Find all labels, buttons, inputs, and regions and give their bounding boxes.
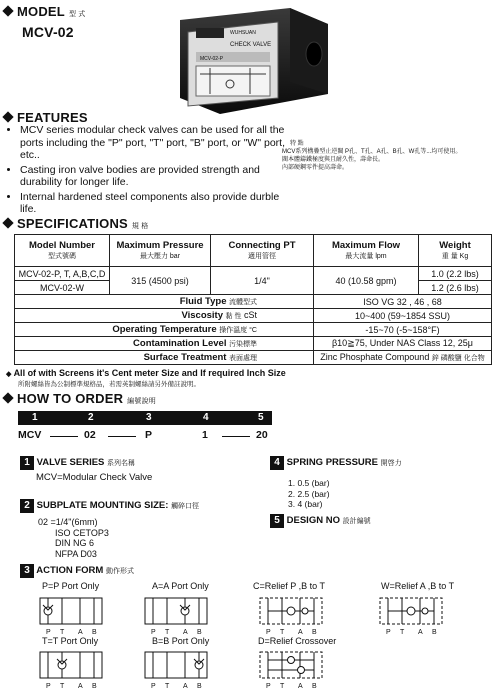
port-letter: A [298, 683, 303, 690]
action-form-diagrams [0, 590, 500, 692]
port-letter: A [298, 629, 303, 636]
diamond-bullet-icon [2, 392, 13, 403]
order-pos: 4 [203, 412, 209, 423]
valve-series-text: MCV=Modular Check Valve [36, 472, 153, 483]
port-letter: B [197, 683, 202, 690]
action-form-label: D=Relief Crossover [258, 636, 337, 646]
valve-block-symbol [145, 598, 207, 624]
features-cn: 特 點 MCV系列構疊型止逆閥 P孔、T孔、A孔、B孔、W孔等...均可使用。 閥本體鑄鐵極度與且耐久性，壽命長。 內部硬鋼零件提高壽命。 [282, 141, 462, 171]
port-letter: P [46, 683, 51, 690]
table-row: Fluid Type 流體型式 ISO VG 32 , 46 , 68 [15, 295, 492, 309]
check-valve-icon [195, 661, 203, 669]
check-valve-icon [302, 608, 308, 614]
port-letter: P [46, 629, 51, 636]
order-number-bar [18, 411, 272, 425]
action-form-label: A=A Port Only [152, 581, 209, 591]
subplate-lines: 02 =1/4"(6mm) ISO CETOP3 DIN NG 6 NFPA D03 [38, 517, 109, 559]
valve-block-symbol [260, 652, 322, 678]
feature-item: • MCV series modular check valves can be used for all the ports including the "P" port, "T" port, "B" port, or "W" port, etc.. [20, 124, 292, 162]
action-form-label: B=B Port Only [152, 636, 210, 646]
screen-note: ◆ All of with Screens it's Cent meter Size and If required Inch Size [6, 368, 286, 378]
specifications-heading: SPECIFICATIONS 規 格 [4, 216, 148, 231]
port-letter: B [312, 683, 317, 690]
divider [222, 436, 250, 437]
port-letter: T [280, 629, 285, 636]
spring-pressure-heading: 4 SPRING PRESSURE 開啓力 [270, 456, 402, 470]
order-code: P [145, 429, 153, 441]
order-pos: 1 [32, 412, 38, 423]
port-letter: A [418, 629, 423, 636]
port-letter: T [60, 629, 65, 636]
table-row: Surface Treatment 表面處理 Zinc Phosphate Compound 鋅 磷酸鹽 化合物 [15, 351, 492, 365]
table-row: Operating Temperature 操作溫度 °C -15~70 (-5~158°F) [15, 323, 492, 337]
table-row: MCV-02-P, T, A,B,C,D 315 (4500 psi) 1/4" 40 (10.58 gpm) 1.0 (2.2 lbs) [15, 267, 492, 281]
order-code: 02 [84, 429, 96, 441]
check-valve-icon [44, 607, 52, 615]
port-letter: P [151, 629, 156, 636]
port-letter: P [151, 683, 156, 690]
design-no-heading: 5 DESIGN NO 設計編號 [270, 514, 371, 528]
port-letter: B [312, 629, 317, 636]
check-valve-icon [407, 607, 415, 615]
plate-title: CHECK VALVE [230, 42, 272, 48]
order-pos: 2 [88, 412, 94, 423]
port-letter: A [183, 683, 188, 690]
order-code: 20 [256, 429, 268, 441]
divider [108, 436, 136, 437]
order-pos: 5 [258, 412, 264, 423]
action-form-heading: 3 ACTION FORM 動作形式 [20, 564, 134, 578]
port-letter: A [78, 629, 83, 636]
port-letter: A [183, 629, 188, 636]
order-code: 1 [202, 429, 208, 441]
action-form-label: C=Relief P ,B to T [253, 581, 325, 591]
check-valve-icon [181, 607, 189, 615]
spring-options: 1. 0.5 (bar) 2. 2.5 (bar) 3. 4 (bar) [288, 478, 330, 509]
check-valve-icon [287, 607, 295, 615]
order-pos: 3 [146, 412, 152, 423]
product-photo [160, 2, 330, 120]
port-letter: P [266, 683, 271, 690]
port-letter: P [386, 629, 391, 636]
port-letter: B [197, 629, 202, 636]
action-form-label: P=P Port Only [42, 581, 100, 591]
how-to-order-heading: HOW TO ORDER 編號說明 [4, 391, 156, 406]
diamond-bullet-icon [2, 111, 13, 122]
port-letter: B [92, 683, 97, 690]
diamond-bullet-icon [2, 217, 13, 228]
table-row: Viscosity 黏 性 cSt 10~400 (59~1854 SSU) [15, 309, 492, 323]
port-letter: T [280, 683, 285, 690]
port-letter: T [400, 629, 405, 636]
valve-series-heading: 1 VALVE SERIES 系列名稱 [20, 456, 135, 470]
action-form-label: W=Relief A ,B to T [381, 581, 455, 591]
valve-block-symbol [40, 652, 102, 678]
features-list [2, 124, 292, 218]
check-valve-icon [422, 608, 428, 614]
spec-table: Model Number 型式號碼 Maximum Pressure 最大壓力 bar Connecting PT 適用管徑 Maximum Flow 最大流量 lpm Weight 重 量 Kg MCV-02-P, T, A,B,C,D 315 (4500 psi) 1/4" 40 (10.58 gpm) 1.0 (2.2 lbs) MCV-02-W 1.2 (2.6 lbs) Fluid Type 流體型式 ISO VG 32 , 46 , 68 Viscosity 黏 性 cSt 10~400 (59~1854 SSU) Operating Temperature 操作溫度 °C -15~70 (-5~158°F) Contamination Level 污染標準 β10≧75, Under NAS Class 12, 25μ Surface Treatment 表面處理 Zinc Phosphate Compound 鋅 磷酸鹽 化合物 [14, 234, 492, 365]
feature-item: • Casting iron valve bodies are provided strength and durability for longer life. [20, 164, 292, 189]
port-letter: T [165, 683, 170, 690]
check-valve-icon [58, 661, 66, 669]
port-letter: T [60, 683, 65, 690]
model-code: MCV-02 [22, 24, 74, 40]
diamond-bullet-icon [2, 5, 13, 16]
port-letter: B [432, 629, 437, 636]
check-valve-icon [288, 657, 295, 664]
model-heading: MODEL 型 式 [4, 4, 86, 19]
port-letter: A [78, 683, 83, 690]
port-letter: T [165, 629, 170, 636]
action-form-label: T=T Port Only [42, 636, 99, 646]
table-row: Contamination Level 污染標準 β10≧75, Under NAS Class 12, 25μ [15, 337, 492, 351]
table-row: MCV-02-W 1.2 (2.6 lbs) [15, 281, 492, 295]
port-letter: B [92, 629, 97, 636]
divider [50, 436, 78, 437]
check-valve-icon [298, 667, 305, 674]
subplate-heading: 2 SUBPLATE MOUNTING SIZE: 觸碎口徑 [20, 499, 199, 513]
screen-note-cn: 所附螺絲皆為公制標準規格品，若需英制螺絲請另外備註說明。 [18, 381, 200, 388]
feature-item: • Internal hardened steel components also provide durble life. [20, 191, 292, 216]
features-heading: FEATURES [4, 110, 88, 125]
plate-model: MCV-02-P [200, 56, 224, 62]
order-code: MCV [18, 429, 42, 441]
plate-brand: WUHSUAN [230, 30, 256, 36]
port-letter: P [266, 629, 271, 636]
